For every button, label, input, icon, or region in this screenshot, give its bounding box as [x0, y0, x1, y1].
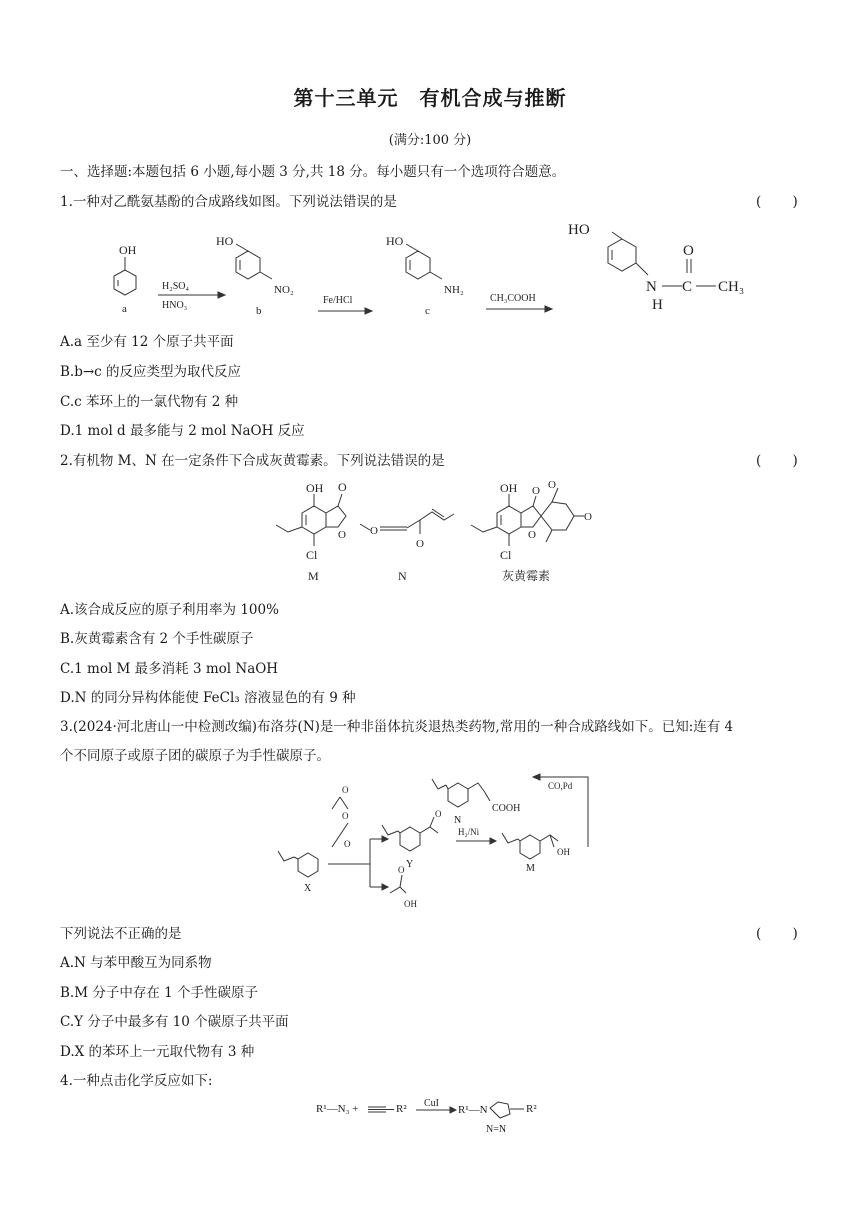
q3-arrow-co-label: CO,Pd	[548, 781, 573, 791]
q2-option-b[interactable]: B.灰黄霉素含有 2 个手性碳原子	[60, 631, 254, 647]
q3-label-m: M	[526, 863, 535, 874]
acetic-acid-structure	[390, 865, 417, 909]
q3-m-oh: OH	[557, 847, 570, 857]
q2-m-ring-o: O	[338, 529, 346, 541]
q3-stem-line2: 个不同原子或原子团的碳原子为手性碳原子。	[60, 748, 330, 764]
q1-d-n: N	[646, 279, 657, 295]
q1-a-oh: OH	[119, 243, 137, 257]
q3-option-b[interactable]: B.M 分子中存在 1 个手性碳原子	[60, 985, 258, 1001]
q1-d-ho: HO	[568, 222, 590, 238]
page-title: 第十三单元 有机合成与推断	[293, 86, 567, 110]
q2-stem: 2.有机物 M、N 在一定条件下合成灰黄霉素。下列说法错误的是	[60, 453, 445, 469]
q4-product-n: N=N	[486, 1124, 507, 1135]
q3-synthesis-scheme	[270, 767, 610, 917]
q3-acid-oh: OH	[404, 899, 417, 909]
q1-c-ho: HO	[386, 234, 404, 248]
q1-d-h: H	[652, 297, 663, 313]
q3-stem-line1: 3.(2024·河北唐山一中检测改编)布洛芬(N)是一种非甾体抗炎退热类药物,常用的一种合成路线如下。已知:连有 4	[60, 719, 734, 735]
q2-g-ether-o: O	[548, 479, 556, 491]
q1-option-d[interactable]: D.1 mol d 最多能与 2 mol NaOH 反应	[60, 423, 305, 439]
q3-option-a[interactable]: A.N 与苯甲酸互为同系物	[60, 955, 212, 971]
q1-d-c: C	[682, 279, 693, 295]
q2-g-ring-o: O	[528, 529, 536, 541]
q3-option-c[interactable]: C.Y 分子中最多有 10 个碳原子共平面	[60, 1014, 289, 1030]
q1-stem: 1.一种对乙酰氨基酚的合成路线如图。下列说法错误的是	[60, 194, 397, 210]
q1-option-b[interactable]: B.b→c 的反应类型为取代反应	[60, 364, 242, 380]
q2-m-ketone-o: O	[338, 480, 347, 494]
q3-arrow-h2-label: H₂/Ni	[458, 827, 480, 837]
q1-answer-blank[interactable]: ( )	[756, 194, 798, 210]
alcohol-structure-m	[502, 833, 570, 874]
q3-branch-arrows	[328, 836, 388, 890]
q1-label-c: c	[425, 305, 430, 317]
q2-m-cl: Cl	[306, 548, 318, 562]
q1-arrow1-bottom: HNO₃	[162, 300, 188, 311]
q1-arrow-1	[158, 281, 225, 311]
anhydride-structure	[332, 785, 351, 849]
q1-b-no2: NO₂	[274, 284, 294, 296]
q2-answer-blank[interactable]: ( )	[756, 453, 798, 469]
q2-label-n: N	[398, 569, 407, 583]
nitrophenol-structure-b	[216, 234, 294, 317]
q2-g-enone-o: O	[584, 511, 592, 523]
q3-anh-o2: O	[342, 811, 349, 821]
q1-label-a: a	[122, 303, 127, 315]
q3-arrow-h2	[456, 827, 496, 844]
q1-option-c[interactable]: C.c 苯环上的一氯代物有 2 种	[60, 394, 239, 410]
ibuprofen-structure-n	[432, 779, 520, 826]
q4-catalyst: CuI	[424, 1098, 439, 1109]
q3-arrow-co	[533, 774, 588, 847]
q1-option-a[interactable]: A.a 至少有 12 个原子共平面	[60, 334, 234, 350]
q3-option-d[interactable]: D.X 的苯环上一元取代物有 3 种	[60, 1044, 255, 1060]
q1-d-ch3: CH₃	[718, 279, 745, 295]
q2-n-ether-o: O	[370, 525, 378, 537]
q2-option-a[interactable]: A.该合成反应的原子利用率为 100%	[60, 602, 279, 618]
q2-g-cl: Cl	[500, 548, 512, 562]
q2-g-oh: OH	[500, 481, 518, 495]
q1-c-nh2: NH₂	[444, 284, 464, 296]
q4-click-reaction	[316, 1096, 576, 1136]
q1-arrow2-top: Fe/HCl	[323, 295, 353, 306]
q2-n-ketone-o: O	[416, 538, 424, 550]
q3-label-x: X	[304, 883, 312, 894]
q1-arrow-3	[486, 293, 552, 312]
q3-label-n: N	[454, 815, 462, 826]
q2-label-g: 灰黄霉素	[502, 569, 551, 583]
q3-y-o: O	[435, 809, 442, 819]
q3-n-cooh: COOH	[492, 803, 521, 814]
q1-label-b: b	[256, 305, 262, 317]
q1-synthesis-scheme	[90, 215, 830, 325]
q4-product-r1: R¹—N	[458, 1104, 488, 1116]
score-note: (满分:100 分)	[388, 133, 472, 148]
q1-arrow3-top: CH₃COOH	[490, 293, 536, 304]
q1-arrow1-top: H₂SO₄	[162, 281, 189, 292]
q3-answer-blank[interactable]: ( )	[756, 926, 798, 942]
q1-b-ho: HO	[216, 234, 234, 248]
q2-option-d[interactable]: D.N 的同分异构体能使 FeCl₃ 溶液显色的有 9 种	[60, 690, 356, 706]
aminophenol-structure-c	[386, 234, 464, 317]
section-heading: 一、选择题:本题包括 6 小题,每小题 3 分,共 18 分。每小题只有一个选项符合题意。	[60, 164, 566, 180]
q4-reactant1: R¹—N₃ +	[316, 1103, 359, 1115]
q2-option-c[interactable]: C.1 mol M 最多消耗 3 mol NaOH	[60, 661, 279, 677]
q3-anh-o1: O	[342, 785, 349, 795]
q2-structures	[262, 472, 662, 587]
q3-label-y: Y	[406, 859, 414, 870]
q3-acid-o: O	[398, 865, 405, 875]
compound-n-structure	[360, 509, 454, 583]
q3-anh-o3: O	[344, 839, 351, 849]
q1-d-o: O	[683, 243, 694, 259]
q4-product-r2: R²	[526, 1103, 537, 1115]
compound-m-structure	[276, 480, 347, 583]
q4-reactant2: R²	[396, 1103, 407, 1115]
q2-label-m: M	[308, 569, 319, 583]
q4-stem: 4.一种点击化学反应如下:	[60, 1073, 213, 1089]
isobutylbenzene-structure-x	[278, 851, 318, 894]
q1-arrow-2	[318, 295, 372, 314]
ketone-structure-y	[382, 809, 442, 870]
q3-question: 下列说法不正确的是	[60, 926, 182, 942]
paracetamol-structure-d	[568, 222, 744, 313]
phenol-structure-a	[114, 243, 137, 315]
q2-g-ketone-o: O	[532, 485, 540, 497]
griseofulvin-structure	[471, 479, 592, 583]
q2-m-oh: OH	[306, 481, 324, 495]
